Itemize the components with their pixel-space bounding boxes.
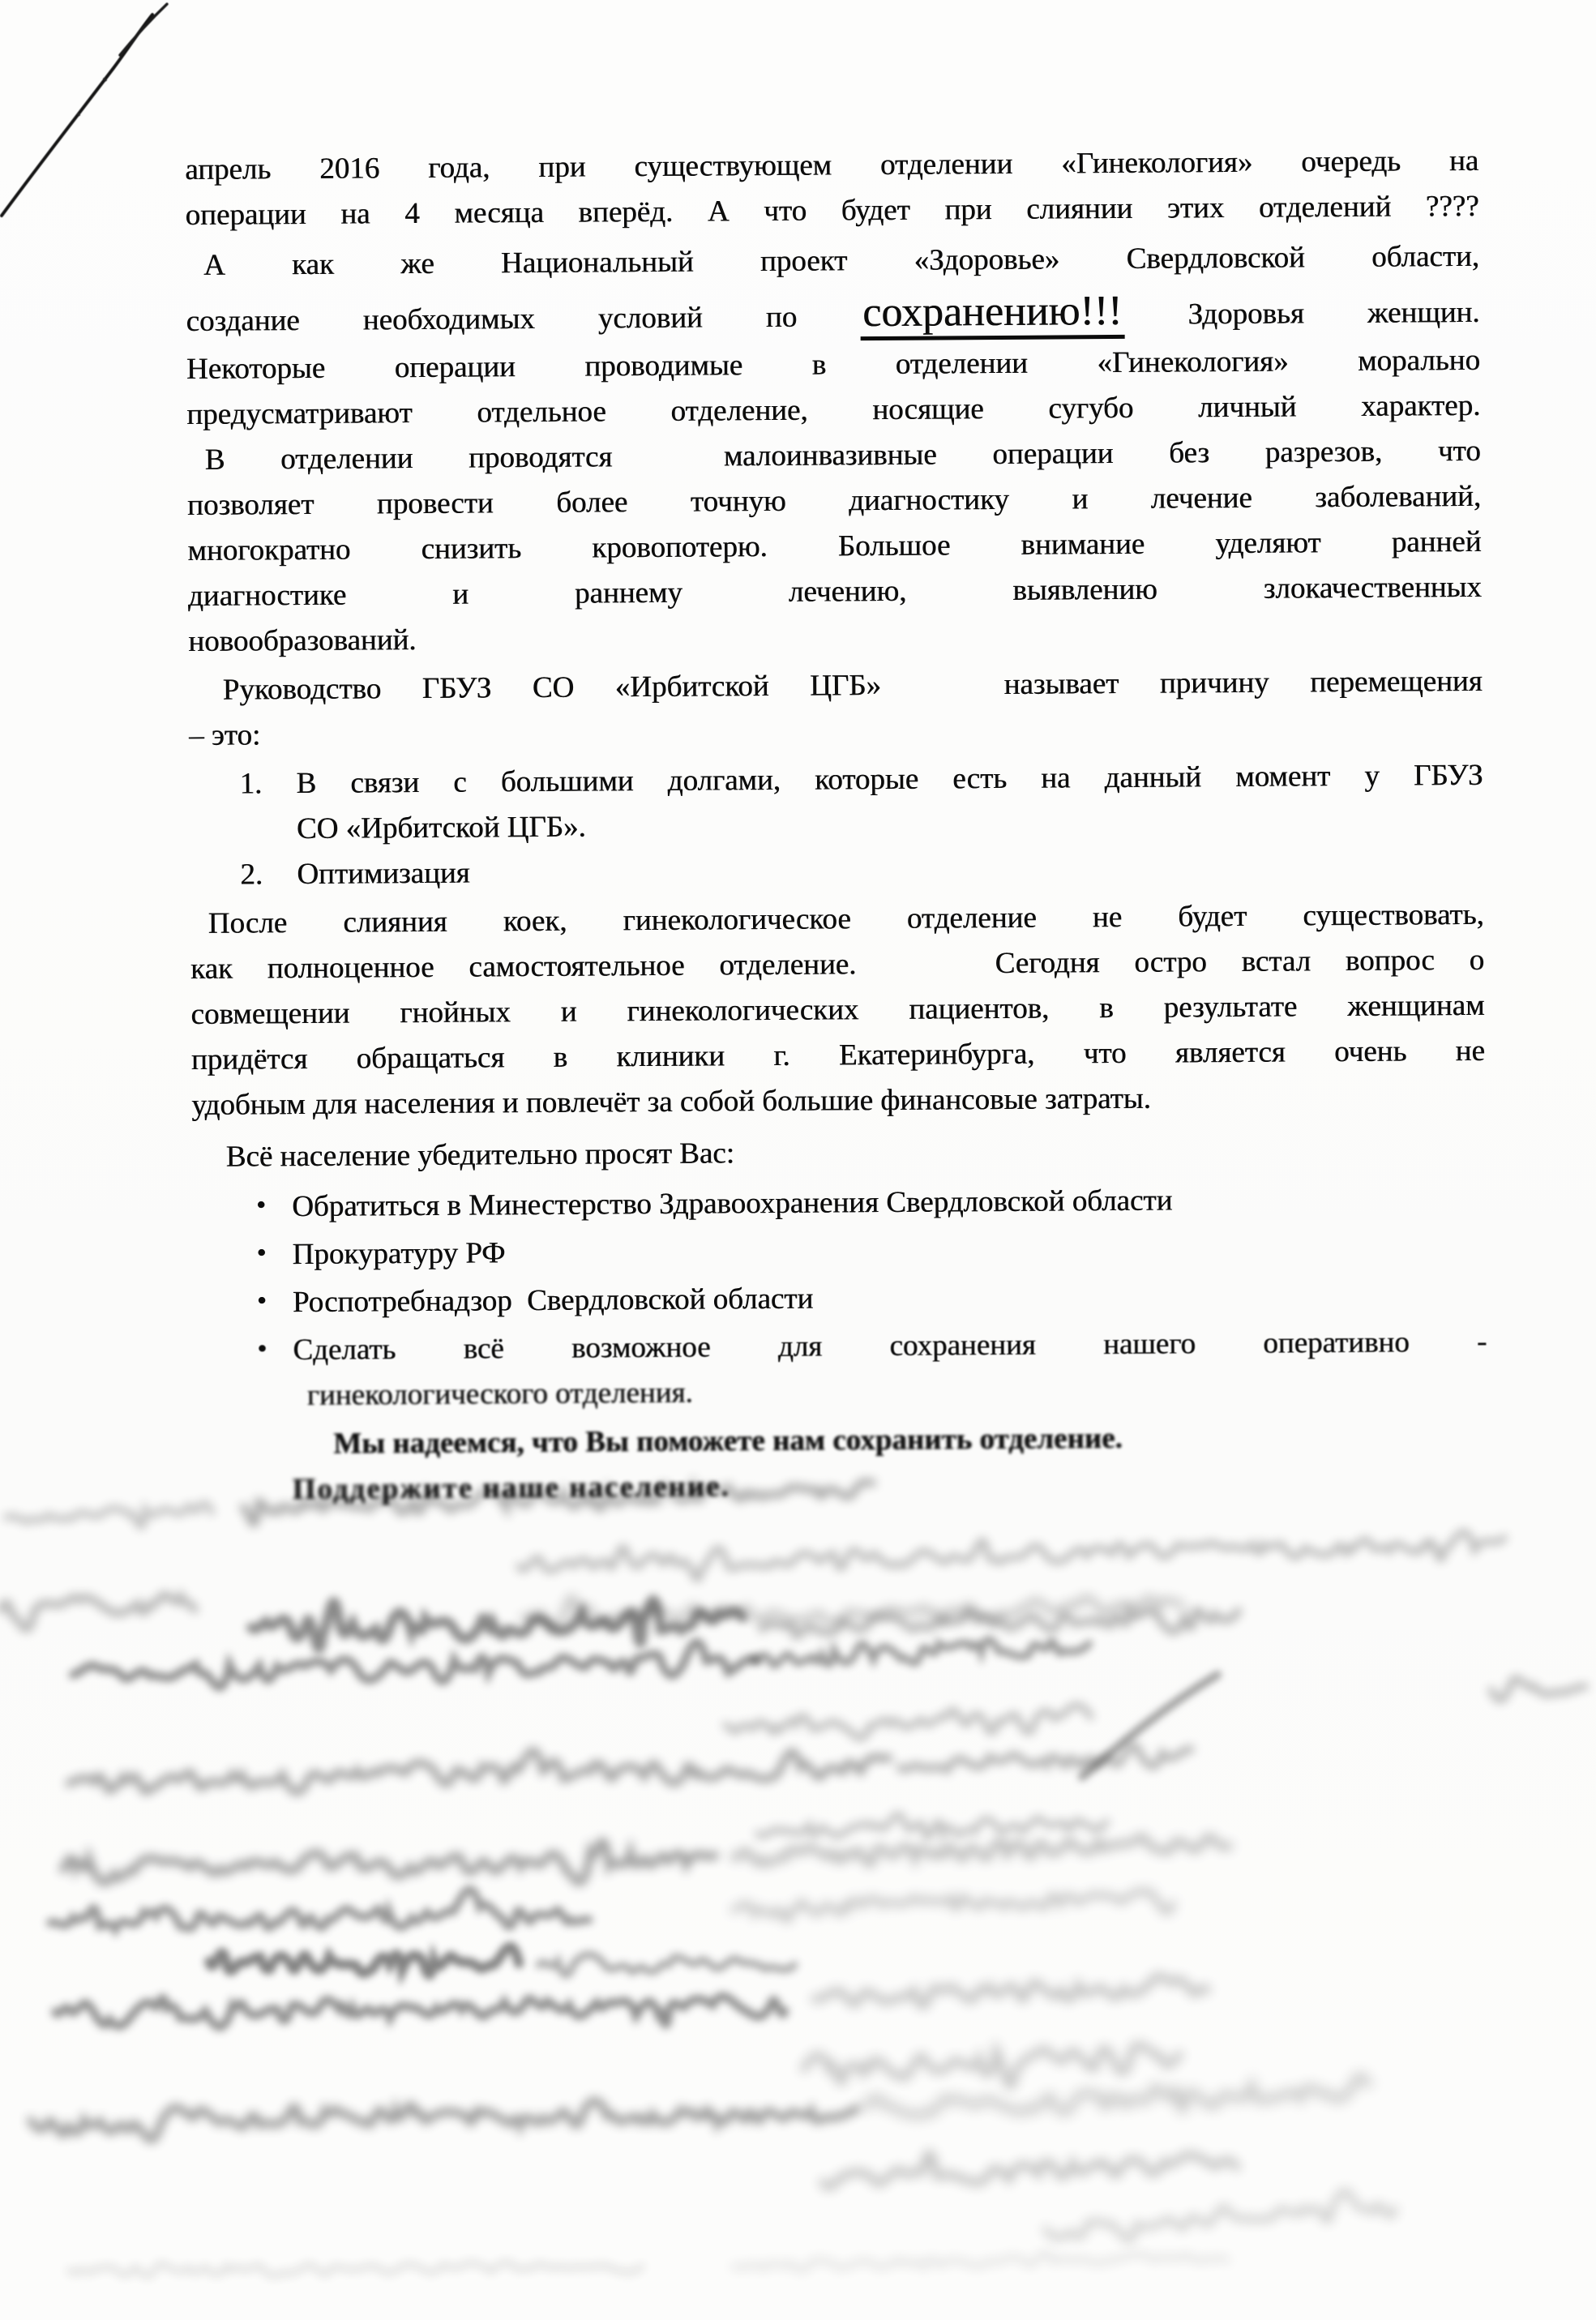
text-line: После слияния коек, гинекологическое отделение не будет существовать, [208, 897, 1484, 940]
text-line: Сделать всё возможное для сохранения нашего оперативно - [293, 1325, 1487, 1368]
text-line: гинекологического отделения. [306, 1376, 693, 1412]
handwriting-line [822, 2138, 1237, 2191]
handwriting-line [49, 1887, 588, 1934]
handwriting-line [63, 1839, 716, 1891]
handwriting-line [899, 1743, 1191, 1774]
text-line: Прокуратуру РФ [292, 1236, 506, 1272]
closing-line: Поддержите наше население. [292, 1470, 730, 1507]
handwriting-line [803, 2043, 1180, 2093]
handwriting-line [734, 2250, 1227, 2271]
text-line: Оптимизация [297, 856, 470, 892]
text-line: совмещении гнойных и гинекологических пациентов, в результате женщинам [190, 988, 1485, 1031]
text-line: Некоторые операции проводимые в отделении «Гинекология» морально [186, 343, 1481, 386]
handwriting-line [1491, 1673, 1585, 1701]
handwriting-line [55, 1993, 785, 2030]
bullet-item [192, 1224, 1486, 1278]
text-line: позволяет провести более точную диагностику и лечение заболеваний, [186, 479, 1482, 522]
letter-body [185, 139, 1488, 1513]
text-line: придётся обращаться в клиники г. Екатеринбурга, что является очень не [190, 1034, 1485, 1077]
handwriting-line [815, 1975, 1208, 2010]
handwriting-line [0, 1594, 195, 1630]
text-line: А как же Национальный проект «Здоровье» Свердловской области, [203, 239, 1480, 282]
handwritten-signatures-blurred [0, 1480, 1585, 2277]
line-part: Здоровья женщин. [1187, 295, 1480, 332]
handwriting-line [725, 1705, 1092, 1743]
handwritten-checkmark [1082, 1675, 1217, 1777]
handwriting-line [6, 1504, 212, 1531]
text-line: Обратиться в Минестерство Здравоохранения Свердловской области [291, 1184, 1173, 1224]
text-line: СО «Ирбитской ЦГБ». [296, 810, 586, 846]
bullet-item [193, 1272, 1487, 1326]
handwriting-line [862, 2076, 1369, 2121]
text-line: операции на 4 месяца вперёд. А что будет при слиянии этих отделений ???? [185, 189, 1479, 232]
closing-line: Мы надеемся, что Вы поможете нам сохранить отделение. [333, 1421, 1123, 1461]
list-number: 2. [240, 858, 263, 892]
text-line: Роспотребнадзор Свердловской области [292, 1282, 814, 1320]
handwriting-line [539, 1954, 794, 1975]
bullet-item [192, 1176, 1486, 1231]
text-line: как полноценное самостоятельное отделение. Сегодня остро встал вопрос о [190, 943, 1485, 986]
text-line: многократно снизить кровопотерю. Большое внимание уделяют ранней [187, 524, 1482, 567]
numbered-list-item [190, 844, 1483, 898]
text-line: Руководство ГБУЗ СО «Ирбитской ЦГБ» называет причину перемещения [222, 664, 1483, 707]
text-line: – это: [188, 718, 261, 752]
handwriting-line [250, 1594, 742, 1650]
text-line: Всё население убедительно просят Вас: [225, 1136, 735, 1174]
handwriting-line [209, 1944, 519, 1975]
pen-scribble-mark [2, 4, 167, 216]
handwriting-line [1045, 2188, 1396, 2245]
handwriting-line [68, 1743, 889, 1797]
handwriting-line [519, 1527, 1505, 1583]
text-line: В связи с большими долгами, которые есть на данный момент у ГБУЗ [296, 758, 1483, 801]
text-line: В отделении проводятся малоинвазивные операции без разрезов, что [204, 434, 1481, 477]
handwriting-line [734, 1890, 1173, 1923]
text-line: удобным для населения и повлечёт за собой большие финансовые затраты. [191, 1081, 1151, 1122]
bullet-marker: • [257, 1333, 267, 1364]
text-line: предусматривают отдельное отделение, носящие сугубо личный характер. [186, 388, 1481, 431]
handwriting-line [734, 1834, 1230, 1868]
bullet-marker: • [256, 1286, 267, 1316]
handwriting-line [522, 1585, 1181, 1631]
handwriting-line [73, 1641, 758, 1689]
handwriting-line [69, 2260, 642, 2278]
bullet-marker: • [255, 1190, 267, 1221]
line-part: создание необходимых условий по [186, 300, 798, 338]
handwriting-line [753, 1633, 1089, 1672]
handwriting-line [31, 2099, 856, 2140]
handwriting-line [758, 1809, 1107, 1841]
list-number: 1. [239, 767, 263, 801]
emphasized-save-word: сохранению!!! [860, 288, 1125, 340]
text-line: апрель 2016 года, при существующем отделении «Гинекология» очередь на [185, 143, 1479, 186]
handwriting-line [762, 1605, 1239, 1642]
bullet-marker: • [256, 1238, 267, 1269]
text-line: новообразований. [188, 623, 417, 658]
text-line: диагностике и раннему лечению, выявлению злокачественных [187, 570, 1482, 613]
text-line [186, 280, 1479, 347]
